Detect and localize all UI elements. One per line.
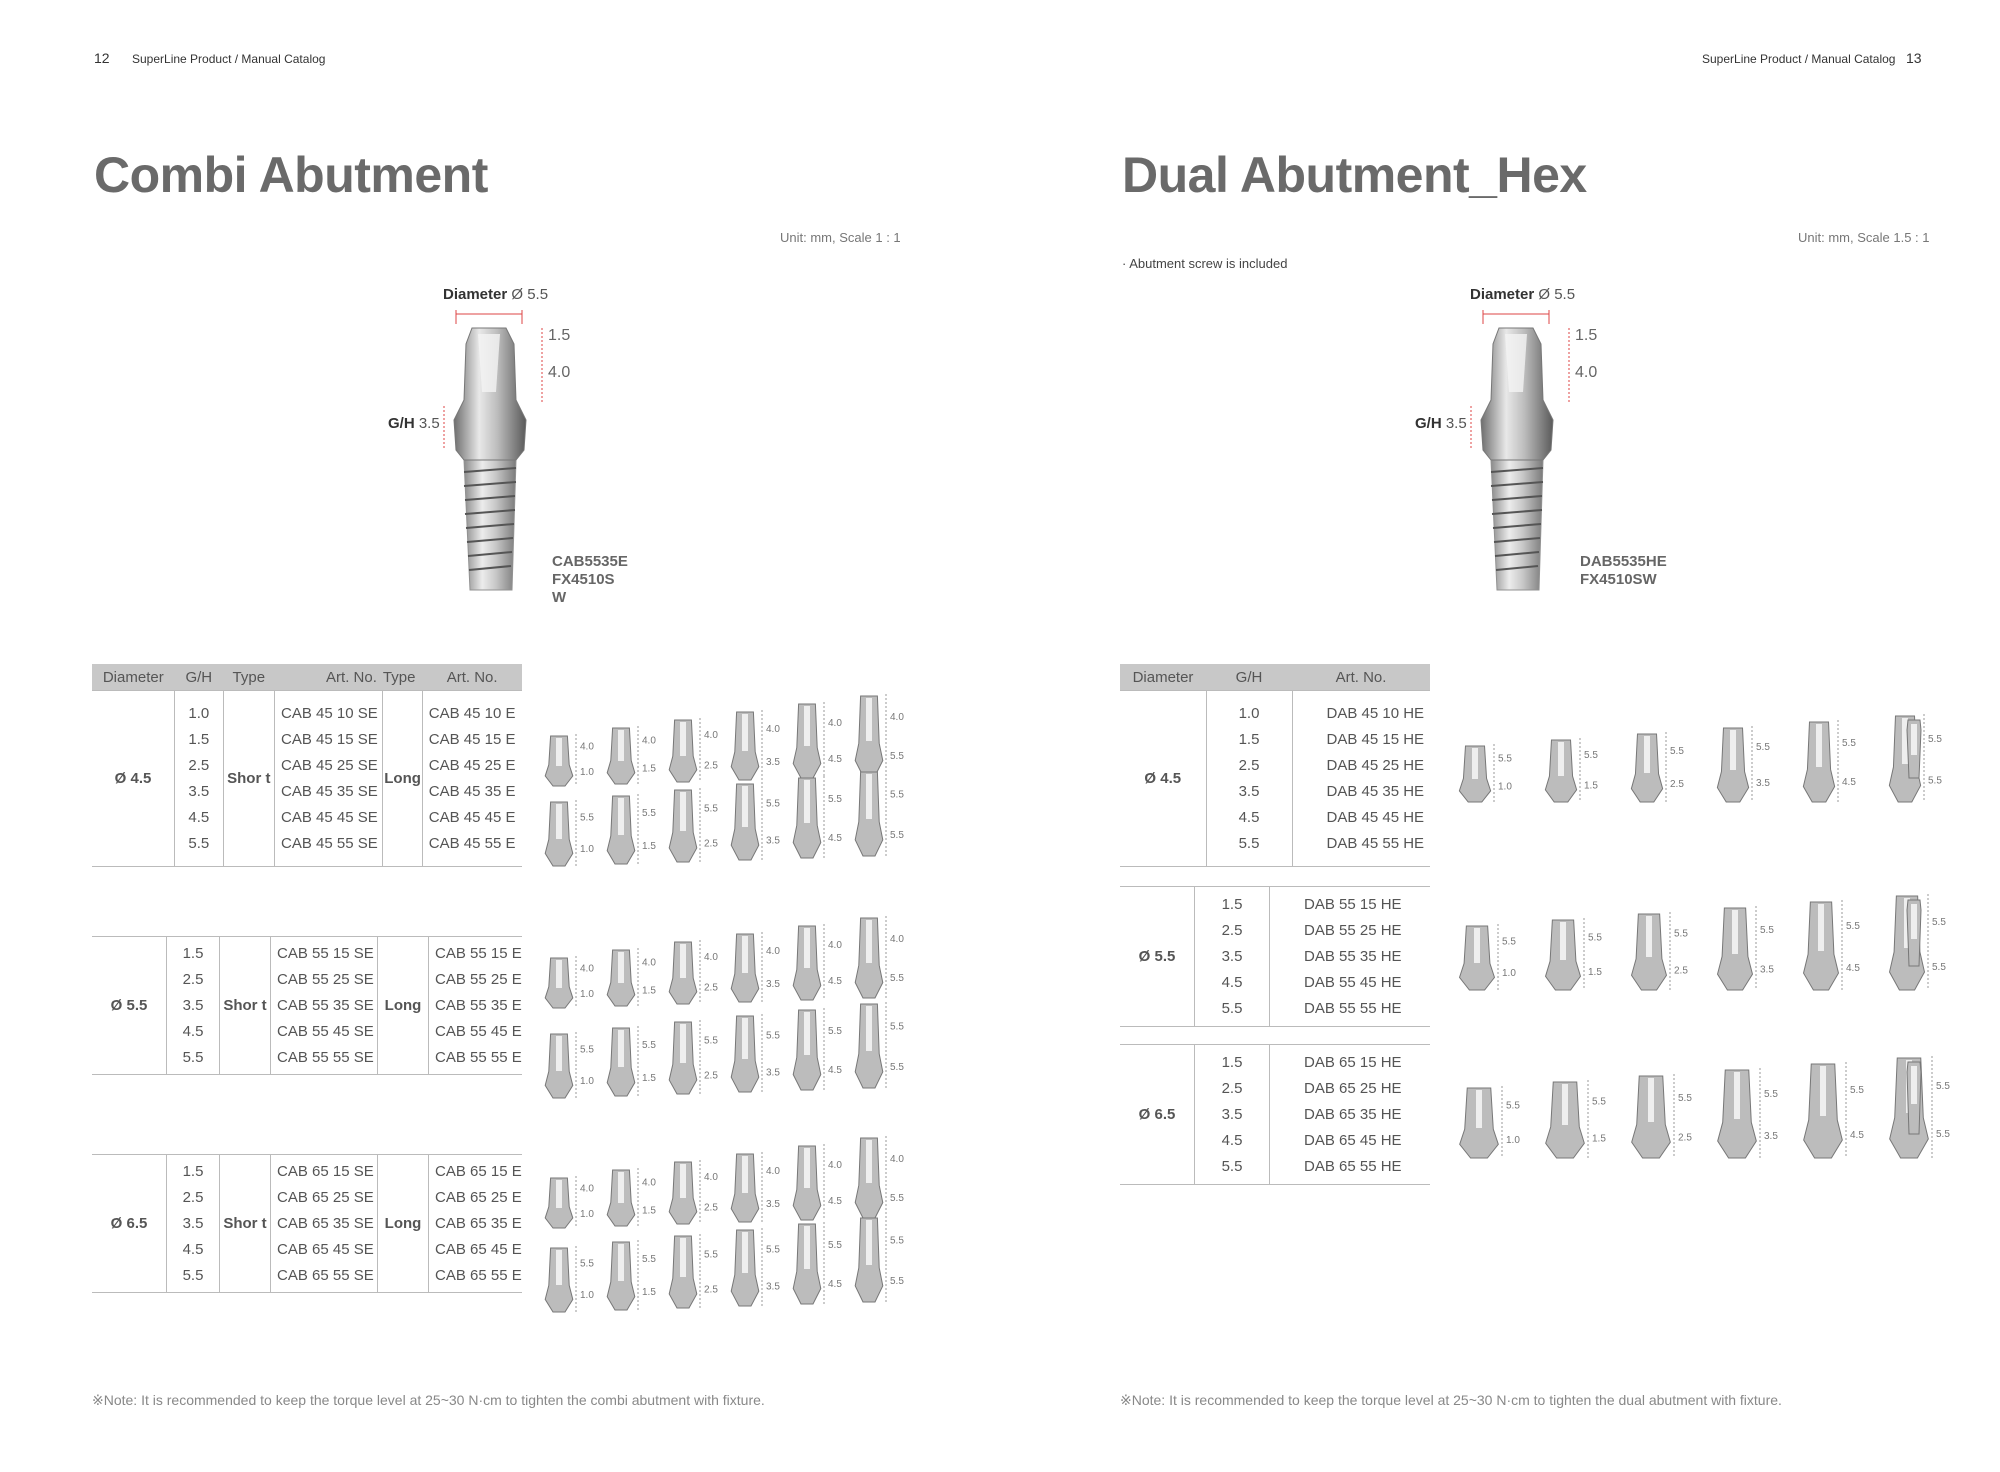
thumb-dim-label: 4.0: [642, 957, 656, 969]
combi-spec-table: [92, 664, 522, 867]
thumb-dim-label: 1.0: [1498, 781, 1512, 793]
combi-spec-table-65: [92, 1154, 522, 1293]
abutment-highlight: [618, 1172, 624, 1203]
abutment-highlight: [866, 774, 872, 819]
abutment-highlight: [618, 1030, 624, 1067]
thumb-dim-label: 4.0: [580, 741, 594, 753]
abutment-thumbnail: [1456, 1082, 1532, 1188]
abutment-highlight: [804, 780, 810, 823]
abutment-thumbnail: [852, 766, 916, 886]
abutment-thumbnail: [1628, 908, 1700, 1020]
abutment-thumbnail: [1542, 734, 1610, 832]
abutment-highlight: [742, 1232, 748, 1273]
thumb-dim-label: 1.5: [642, 763, 656, 775]
thumb-dim-label: 2.5: [1674, 965, 1688, 977]
abutment-highlight: [618, 952, 624, 983]
thumb-dim-label: 4.0: [828, 718, 842, 729]
abutment-thumbnail: [852, 998, 916, 1118]
right-torque-note: ※Note: It is recommended to keep the torque level at 25~30 N·cm to tighten the dual abutment with fixture.: [1120, 1392, 1782, 1408]
abutment-highlight: [556, 738, 562, 766]
thumb-dim-label: 5.5: [766, 1244, 780, 1256]
thumb-dim-label: 5.5: [890, 1276, 904, 1287]
abutment-thumbnail: [790, 1218, 854, 1334]
abutment-highlight: [1562, 1084, 1568, 1125]
thumb-dim-label: 1.5: [642, 985, 656, 997]
thumb-dim-label: 2.5: [704, 1070, 718, 1082]
thumb-dim-label: 5.5: [1842, 738, 1856, 750]
thumb-dim-label: 4.0: [766, 945, 780, 957]
thumb-dim-label: 1.0: [580, 988, 594, 1000]
abutment-thumbnail: [542, 1028, 606, 1128]
thumb-dim-label: 1.0: [580, 766, 594, 778]
thumb-dim-label: 2.5: [704, 1202, 718, 1214]
abutment-thumbnail: [604, 790, 668, 894]
abutment-highlight: [556, 1250, 562, 1285]
abutment-highlight: [804, 1226, 810, 1269]
thumb-dim-label: 2.5: [704, 838, 718, 850]
abutment-highlight: [866, 920, 872, 963]
thumb-dim-label: 1.0: [580, 1208, 594, 1220]
right-diameter-label: Diameter Ø 5.5: [1470, 286, 1576, 303]
thumb-dim-label: 4.0: [642, 735, 656, 747]
left-torque-note: ※Note: It is recommended to keep the torque level at 25~30 N·cm to tighten the combi abutment with fixture.: [92, 1392, 765, 1408]
abutment-highlight: [866, 698, 872, 741]
left-gh-label: G/H 3.5: [388, 415, 440, 432]
combi-table-header: Diameter G/H Type Art. No. Type Art. No.: [92, 664, 522, 691]
thumb-dim-label: 5.5: [704, 1249, 718, 1261]
left-running-head: SuperLine Product / Manual Catalog: [132, 52, 326, 66]
abutment-highlight: [1730, 730, 1736, 770]
abutment-highlight: [1911, 724, 1917, 755]
thumb-dim-label: 5.5: [1928, 775, 1942, 787]
left-page-number: 12: [94, 50, 110, 66]
thumb-dim-label: 4.5: [828, 1196, 842, 1207]
abutment-highlight: [1644, 736, 1650, 773]
thumb-dim-label: 4.5: [828, 832, 842, 844]
thumb-dim-label: 3.5: [766, 979, 780, 991]
thumb-dim-label: 5.5: [890, 1192, 904, 1204]
abutment-thumbnail: [1542, 914, 1614, 1020]
thumb-dim-label: 5.5: [642, 1253, 656, 1265]
abutment-screw-thumbnail: [1900, 716, 1958, 808]
abutment-thumbnail: [1542, 1076, 1618, 1188]
thumb-dim-label: 4.0: [828, 1160, 842, 1171]
thumb-dim-label: 5.5: [1756, 742, 1770, 753]
left-dim-mid: 4.0: [548, 364, 571, 381]
abutment-thumbnail: [666, 1230, 730, 1338]
thumb-dim-label: 5.5: [580, 1258, 594, 1270]
thumb-dim-label: 5.5: [1498, 753, 1512, 765]
thumb-dim-label: 5.5: [1936, 1081, 1950, 1093]
abutment-highlight: [556, 960, 562, 988]
thumb-dim-label: 4.0: [766, 1165, 780, 1177]
abutment-highlight: [1474, 928, 1480, 963]
abutment-highlight: [742, 786, 748, 827]
abutment-highlight: [1732, 910, 1738, 954]
dual-group-65: Ø 6.5 1.5 2.5 3.5 4.5 5.5 DAB 65 15 HE DAB 65 25 HE DAB 65 35 HE DAB 65 45 HE DAB 65 55 HE: [1120, 1045, 1430, 1185]
abutment-thumbnail: [728, 1224, 792, 1336]
thumb-dim-label: 5.5: [704, 1035, 718, 1047]
thumb-dim-label: 1.5: [1588, 966, 1602, 978]
abutment-highlight: [804, 1012, 810, 1055]
abutment-thumbnail: [790, 1004, 854, 1120]
combi-group-45: Ø 4.5 1.0 1.5 2.5 3.5 4.5 5.5 Shor t CAB 45 10 SE CAB 45 15 SE CAB 45 25 SE CAB 45 35 SE CAB 45 45 SE CAB 45 55 SE Long CAB 45 10 E CAB 45 15 E CAB 45 25 E CAB 45 35 E CAB 45 45 E CAB 45 55 E: [92, 691, 522, 867]
thumb-dim-label: 5.5: [890, 750, 904, 762]
abutment-highlight: [618, 1244, 624, 1281]
abutment-highlight: [1734, 1072, 1740, 1119]
thumb-dim-label: 3.5: [766, 1067, 780, 1079]
thumb-dim-label: 5.5: [1584, 749, 1598, 761]
thumb-dim-label: 4.5: [1846, 963, 1860, 975]
thumb-dim-label: 4.5: [1842, 776, 1856, 788]
thumb-dim-label: 4.0: [704, 951, 718, 963]
thumb-dim-label: 5.5: [704, 803, 718, 815]
combi-group-65: Ø 6.5 1.5 2.5 3.5 4.5 5.5 Shor t CAB 65 15 SE CAB 65 25 SE CAB 65 35 SE CAB 65 45 SE CAB 65 55 SE Long CAB 65 15 E CAB 65 25 E CAB 65 35 E CAB 65 45 E CAB 65 55 E: [92, 1155, 522, 1293]
abutment-highlight: [680, 944, 686, 978]
abutment-highlight: [866, 1006, 872, 1051]
thumb-dim-label: 3.5: [1756, 778, 1770, 789]
thumb-dim-label: 4.0: [704, 1171, 718, 1183]
thumb-dim-label: 5.5: [1506, 1100, 1520, 1112]
thumb-dim-label: 5.5: [890, 789, 904, 801]
thumb-dim-label: 5.5: [642, 1039, 656, 1051]
thumb-dim-label: 5.5: [890, 830, 904, 841]
abutment-highlight: [1558, 742, 1564, 776]
thumb-dim-label: 4.0: [642, 1177, 656, 1189]
abutment-highlight: [680, 1024, 686, 1063]
left-codes: CAB5535E FX4510S W: [552, 553, 628, 606]
abutment-highlight: [556, 1036, 562, 1071]
abutment-highlight: [742, 1018, 748, 1059]
abutment-highlight: [618, 730, 624, 761]
right-codes: DAB5535HE FX4510SW: [1580, 553, 1667, 588]
thumb-dim-label: 5.5: [828, 1240, 842, 1252]
thumb-dim-label: 4.0: [580, 1183, 594, 1195]
thumb-dim-label: 2.5: [704, 1284, 718, 1296]
thumb-dim-label: 5.5: [1760, 924, 1774, 936]
thumb-dim-label: 3.5: [1764, 1131, 1778, 1143]
abutment-highlight: [1911, 904, 1917, 939]
abutment-thumbnail: [728, 1010, 792, 1122]
right-gh-label: G/H 3.5: [1415, 415, 1467, 432]
abutment-thumbnail: [1628, 1070, 1704, 1188]
abutment-highlight: [618, 798, 624, 835]
abutment-thumbnail: [1714, 1064, 1790, 1188]
left-unit-scale: Unit: mm, Scale 1 : 1: [780, 230, 901, 245]
abutment-highlight: [1911, 1066, 1917, 1104]
thumb-dim-label: 4.0: [890, 934, 904, 946]
thumb-dim-label: 5.5: [766, 1030, 780, 1042]
thumb-dim-label: 5.5: [890, 1021, 904, 1033]
abutment-highlight: [742, 1156, 748, 1193]
abutment-highlight: [1646, 916, 1652, 957]
thumb-dim-label: 1.5: [1592, 1133, 1606, 1145]
thumb-dim-label: 5.5: [1592, 1096, 1606, 1108]
thumb-dim-label: 3.5: [1760, 964, 1774, 976]
thumb-dim-label: 2.5: [704, 982, 718, 994]
abutment-highlight: [556, 804, 562, 839]
abutment-highlight: [804, 706, 810, 746]
abutment-thumbnail: [1456, 920, 1528, 1020]
abutment-thumbnail: [666, 1016, 730, 1124]
right-running-head: SuperLine Product / Manual Catalog: [1702, 52, 1896, 66]
thumb-dim-label: 5.5: [1846, 920, 1860, 932]
abutment-thumbnail: [728, 778, 792, 890]
thumb-dim-label: 3.5: [766, 1199, 780, 1211]
abutment-thumbnail: [542, 1242, 606, 1342]
abutment-highlight: [742, 936, 748, 973]
thumb-dim-label: 5.5: [1588, 932, 1602, 944]
thumb-dim-label: 1.0: [580, 844, 594, 855]
abutment-thumbnail: [666, 784, 730, 892]
abutment-thumbnail: [1714, 902, 1786, 1020]
thumb-dim-label: 1.0: [1502, 968, 1516, 979]
combi-abutment-figure: [430, 300, 550, 600]
abutment-thumbnail: [1714, 722, 1782, 832]
abutment-highlight: [680, 792, 686, 831]
thumb-dim-label: 5.5: [1678, 1092, 1692, 1104]
thumb-dim-label: 5.5: [1670, 745, 1684, 757]
abutment-highlight: [866, 1140, 872, 1183]
abutment-highlight: [680, 1164, 686, 1198]
abutment-thumbnail: [604, 1022, 668, 1126]
thumb-dim-label: 1.5: [1584, 780, 1598, 792]
thumb-dim-label: 5.5: [766, 798, 780, 810]
abutment-highlight: [1648, 1078, 1654, 1122]
thumb-dim-label: 4.5: [828, 754, 842, 765]
dual-group-45: Ø 4.5 1.0 1.5 2.5 3.5 4.5 5.5 DAB 45 10 HE DAB 45 15 HE DAB 45 25 HE DAB 45 35 HE DAB 45 45 HE DAB 45 55 HE: [1120, 691, 1430, 867]
thumb-dim-label: 4.0: [580, 963, 594, 975]
thumb-dim-label: 5.5: [890, 1062, 904, 1073]
thumb-dim-label: 5.5: [580, 812, 594, 824]
thumb-dim-label: 2.5: [1670, 779, 1684, 791]
abutment-thumbnail: [1800, 716, 1868, 832]
abutment-highlight: [1476, 1090, 1482, 1128]
abutment-thumbnail: [542, 796, 606, 896]
abutment-highlight: [1820, 1066, 1826, 1116]
dual-spec-table: [1120, 664, 1430, 867]
thumb-dim-label: 4.5: [1850, 1130, 1864, 1141]
right-dim-top: 1.5: [1575, 327, 1598, 344]
thumb-dim-label: 4.5: [828, 976, 842, 987]
dual-spec-table-65: [1120, 1044, 1430, 1185]
art-list-short: CAB 45 10 SE CAB 45 15 SE CAB 45 25 SE CAB 45 35 SE CAB 45 45 SE CAB 45 55 SE: [281, 704, 378, 852]
abutment-screw-thumbnail: [1900, 896, 1958, 996]
abutment-thumbnail: [790, 772, 854, 888]
abutment-highlight: [680, 1238, 686, 1277]
thumb-dim-label: 2.5: [704, 760, 718, 772]
abutment-thumbnail: [1800, 896, 1872, 1020]
abutment-thumbnail: [852, 1212, 916, 1332]
thumb-dim-label: 5.5: [1928, 734, 1942, 746]
thumb-dim-label: 4.5: [828, 1064, 842, 1076]
abutment-highlight: [804, 1148, 810, 1188]
thumb-dim-label: 5.5: [828, 794, 842, 806]
abutment-highlight: [1472, 748, 1478, 779]
abutment-highlight: [804, 928, 810, 968]
gh-list: 1.0 1.5 2.5 3.5 4.5 5.5: [188, 704, 210, 852]
dual-abutment-figure: [1457, 300, 1577, 600]
right-unit-scale: Unit: mm, Scale 1.5 : 1: [1798, 230, 1930, 245]
combi-spec-table-55: [92, 936, 522, 1075]
thumb-dim-label: 5.5: [1674, 928, 1688, 940]
thumb-dim-label: 5.5: [1850, 1085, 1864, 1096]
combi-group-55: Ø 5.5 1.5 2.5 3.5 4.5 5.5 Shor t CAB 55 15 SE CAB 55 25 SE CAB 55 35 SE CAB 55 45 SE CAB 55 55 SE Long CAB 55 15 E CAB 55 25 E CAB 55 35 E CAB 55 45 E CAB 55 55 E: [92, 937, 522, 1075]
left-diameter-label: Diameter Ø 5.5: [443, 286, 549, 303]
thumb-dim-label: 1.5: [642, 841, 656, 853]
thumb-dim-label: 5.5: [580, 1044, 594, 1056]
thumb-dim-label: 5.5: [1932, 962, 1946, 973]
thumb-dim-label: 3.5: [766, 835, 780, 847]
thumb-dim-label: 5.5: [828, 1026, 842, 1038]
right-page-number: 13: [1906, 50, 1922, 66]
thumb-dim-label: 5.5: [1764, 1088, 1778, 1100]
abutment-highlight: [556, 1180, 562, 1208]
thumb-dim-label: 5.5: [890, 1235, 904, 1247]
thumb-dim-label: 1.0: [580, 1076, 594, 1087]
screw-included-note: · Abutment screw is included: [1122, 256, 1288, 271]
abutment-thumbnail: [604, 1236, 668, 1340]
right-dim-mid: 4.0: [1575, 364, 1598, 381]
abutment-thumbnail: [542, 952, 606, 1038]
abutment-highlight: [1560, 922, 1566, 960]
thumb-dim-label: 1.5: [642, 1073, 656, 1085]
left-dim-top: 1.5: [548, 327, 571, 344]
thumb-dim-label: 4.0: [890, 1154, 904, 1166]
abutment-highlight: [1818, 904, 1824, 951]
thumb-dim-label: 1.0: [580, 1290, 594, 1301]
thumb-dim-label: 5.5: [1932, 917, 1946, 928]
dual-table-header: Diameter G/H Art. No.: [1120, 664, 1430, 691]
thumb-dim-label: 4.5: [828, 1278, 842, 1290]
abutment-highlight: [866, 1220, 872, 1265]
abutment-highlight: [1816, 724, 1822, 767]
dual-spec-table-55: [1120, 886, 1430, 1027]
left-page-title: Combi Abutment: [94, 147, 488, 203]
thumb-dim-label: 4.0: [828, 940, 842, 951]
dual-group-55: Ø 5.5 1.5 2.5 3.5 4.5 5.5 DAB 55 15 HE DAB 55 25 HE DAB 55 35 HE DAB 55 45 HE DAB 55 55 HE: [1120, 887, 1430, 1027]
right-page-title: Dual Abutment_Hex: [1122, 147, 1587, 203]
thumb-dim-label: 5.5: [642, 807, 656, 819]
thumb-dim-label: 1.5: [642, 1287, 656, 1299]
abutment-thumbnail: [1800, 1058, 1876, 1188]
abutment-highlight: [742, 714, 748, 751]
thumb-dim-label: 5.5: [890, 972, 904, 984]
thumb-dim-label: 1.0: [1506, 1134, 1520, 1146]
abutment-thumbnail: [1456, 740, 1524, 832]
thumb-dim-label: 1.5: [642, 1205, 656, 1217]
abutment-thumbnail: [1628, 728, 1696, 832]
thumb-dim-label: 4.0: [890, 712, 904, 724]
thumb-dim-label: 2.5: [1678, 1132, 1692, 1144]
thumb-dim-label: 4.0: [766, 723, 780, 735]
thumb-dim-label: 4.0: [704, 729, 718, 741]
thumb-dim-label: 3.5: [766, 1281, 780, 1293]
thumb-dim-label: 5.5: [1502, 936, 1516, 948]
abutment-screw-thumbnail: [1900, 1058, 1958, 1164]
abutment-highlight: [680, 722, 686, 756]
thumb-dim-label: 3.5: [766, 757, 780, 769]
thumb-dim-label: 5.5: [1936, 1128, 1950, 1140]
art-list-long: CAB 45 10 E CAB 45 15 E CAB 45 25 E CAB 45 35 E CAB 45 45 E CAB 45 55 E: [428, 704, 516, 852]
